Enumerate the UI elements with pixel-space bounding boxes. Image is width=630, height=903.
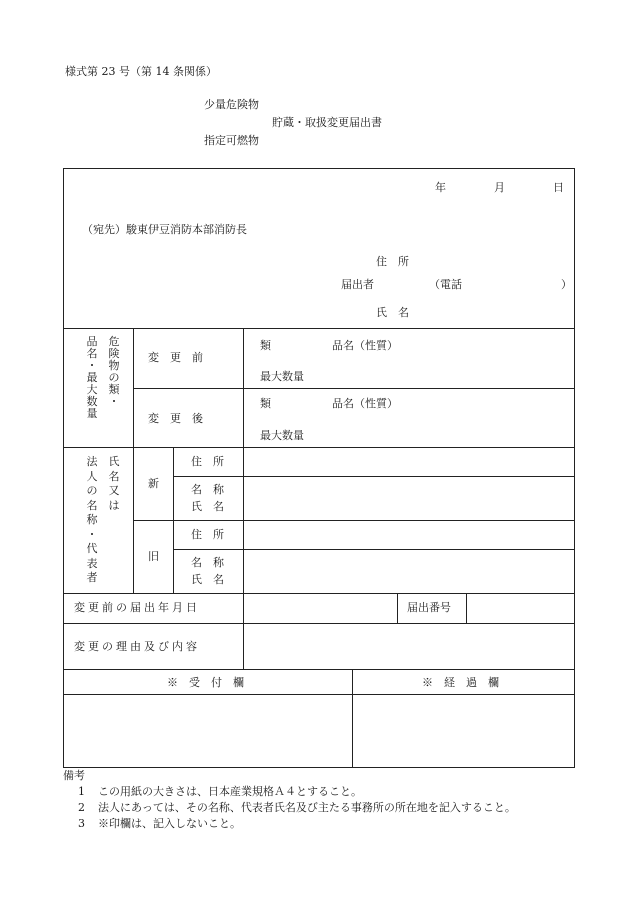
items-label-char: 品 bbox=[86, 335, 98, 348]
date-day-label: 日 bbox=[553, 181, 564, 194]
corp-section-label-col1 bbox=[85, 455, 99, 586]
items-section-label-col2 bbox=[107, 336, 121, 408]
note-2-text: 法人にあっては、その名称、代表者氏名及び主たる事務所の所在地を記入すること。 bbox=[98, 801, 516, 814]
divider bbox=[63, 694, 575, 695]
progress-label: ※ 経 過 欄 bbox=[422, 676, 499, 689]
items-label-char: 量 bbox=[86, 407, 98, 420]
old-name-label-1: 名 称 bbox=[191, 556, 224, 569]
new-name-label-2: 氏 名 bbox=[191, 500, 224, 513]
items-label-char: ・ bbox=[108, 395, 120, 408]
addressee: （宛先）駿東伊豆消防本部消防長 bbox=[82, 223, 247, 236]
note-3-number: 3 bbox=[78, 817, 85, 830]
divider bbox=[63, 669, 575, 670]
divider bbox=[133, 328, 134, 593]
form-title: 貯蔵・取扱変更届出書 bbox=[272, 116, 382, 129]
before-change-label: 変 更 前 bbox=[148, 351, 203, 364]
divider bbox=[133, 388, 575, 389]
note-1-number: 1 bbox=[78, 785, 85, 798]
corp-label-char: 名 bbox=[108, 469, 120, 483]
applicant-phone-close: ） bbox=[561, 278, 572, 291]
corp-label-char: 者 bbox=[86, 571, 98, 584]
divider bbox=[63, 447, 575, 448]
divider bbox=[352, 669, 353, 768]
applicant-name-label: 氏 名 bbox=[376, 306, 409, 319]
notes-title: 備考 bbox=[63, 769, 85, 782]
note-3-text: ※印欄は、記入しないこと。 bbox=[98, 817, 241, 830]
after-product-label: 品名（性質） bbox=[332, 397, 398, 410]
date-year-label: 年 bbox=[435, 181, 446, 194]
corp-label-char: の bbox=[86, 484, 98, 497]
corp-label-char: 表 bbox=[86, 556, 98, 570]
corp-label-char: 代 bbox=[86, 542, 98, 555]
before-max-qty-label: 最大数量 bbox=[260, 370, 304, 383]
items-label-char: 物 bbox=[108, 359, 120, 372]
note-1-text: この用紙の大きさは、日本産業規格Ａ４とすること。 bbox=[98, 785, 362, 798]
items-section-label-col1 bbox=[85, 336, 99, 420]
reason-label: 変更の理由及び内容 bbox=[74, 640, 200, 653]
before-product-label: 品名（性質） bbox=[332, 339, 398, 352]
items-label-char: 類 bbox=[108, 383, 120, 396]
old-address-label: 住 所 bbox=[191, 528, 224, 541]
applicant-phone-open: （電話 bbox=[429, 278, 462, 291]
items-label-char: 危 bbox=[108, 335, 120, 348]
note-2-number: 2 bbox=[78, 801, 85, 814]
applicant-address-label: 住 所 bbox=[376, 255, 409, 268]
divider bbox=[63, 623, 575, 624]
divider bbox=[63, 593, 575, 594]
corp-label-char: 人 bbox=[86, 469, 98, 483]
after-change-label: 変 更 後 bbox=[148, 412, 203, 425]
applicant-role-label: 届出者 bbox=[341, 278, 374, 291]
items-label-char: 名 bbox=[86, 347, 98, 360]
new-label: 新 bbox=[148, 477, 159, 490]
items-label-char: の bbox=[108, 371, 120, 384]
notification-number-label: 届出番号 bbox=[407, 601, 451, 614]
form-number: 様式第 23 号（第 14 条関係） bbox=[65, 65, 217, 78]
reception-label: ※ 受 付 欄 bbox=[167, 676, 244, 689]
old-label: 旧 bbox=[148, 550, 159, 563]
corp-label-char: 法 bbox=[86, 455, 98, 468]
after-max-qty-label: 最大数量 bbox=[260, 429, 304, 442]
date-month-label: 月 bbox=[494, 181, 505, 194]
after-class-label: 類 bbox=[260, 397, 271, 410]
corp-section-label-col2 bbox=[107, 455, 121, 513]
divider bbox=[173, 447, 174, 593]
change-date-label: 変更前の届出年月日 bbox=[74, 601, 200, 614]
corp-label-char: ・ bbox=[86, 527, 98, 541]
items-label-char: 険 bbox=[108, 347, 120, 360]
divider bbox=[466, 593, 467, 623]
corp-label-char: 称 bbox=[86, 513, 98, 526]
title-bottom: 指定可燃物 bbox=[204, 134, 259, 147]
divider bbox=[173, 476, 575, 477]
corp-label-char: は bbox=[108, 498, 120, 512]
items-label-char: 数 bbox=[86, 395, 98, 408]
title-top: 少量危険物 bbox=[204, 98, 259, 111]
corp-label-char: 名 bbox=[86, 498, 98, 512]
items-label-char: 大 bbox=[86, 383, 98, 396]
divider bbox=[133, 520, 575, 521]
old-name-label-2: 氏 名 bbox=[191, 573, 224, 586]
before-class-label: 類 bbox=[260, 339, 271, 352]
items-label-char: ・ bbox=[86, 359, 98, 372]
corp-label-char: 又 bbox=[108, 484, 120, 497]
new-address-label: 住 所 bbox=[191, 455, 224, 468]
new-name-label-1: 名 称 bbox=[191, 483, 224, 496]
corp-label-char: 氏 bbox=[108, 455, 120, 468]
items-label-char: 最 bbox=[86, 371, 98, 384]
divider bbox=[397, 593, 398, 623]
divider bbox=[243, 328, 244, 669]
divider bbox=[173, 549, 575, 550]
divider bbox=[63, 328, 575, 329]
